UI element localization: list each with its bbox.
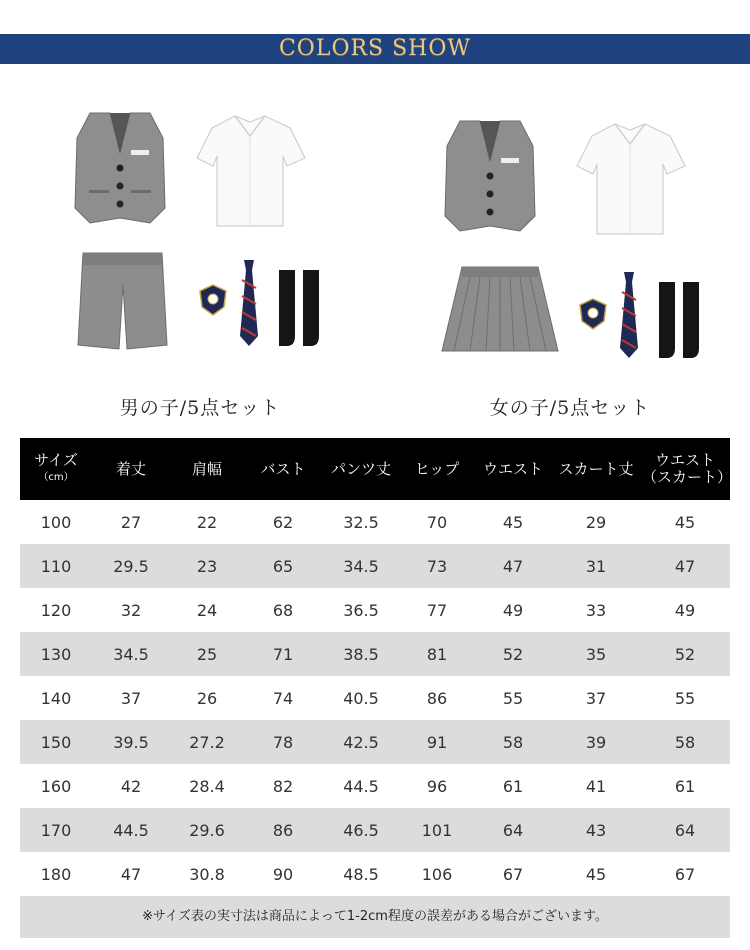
table-cell: 27.2 xyxy=(170,720,244,764)
shirt-image xyxy=(575,116,690,236)
table-cell: 81 xyxy=(400,632,474,676)
table-cell: 34.5 xyxy=(92,632,170,676)
table-cell: 61 xyxy=(674,776,696,796)
table-cell: 37 xyxy=(120,688,142,708)
header-cell: スカート丈 xyxy=(552,438,640,500)
socks-image xyxy=(655,280,707,360)
table-cell: 140 xyxy=(40,688,72,708)
table-cell: 35 xyxy=(552,632,640,676)
table-cell: 82 xyxy=(272,776,294,796)
table-cell: 120 xyxy=(40,600,72,620)
table-cell: 170 xyxy=(20,808,92,852)
table-cell: 42 xyxy=(120,776,142,796)
table-cell: 46.5 xyxy=(322,808,400,852)
table-cell: 39.5 xyxy=(92,720,170,764)
table-cell: 29 xyxy=(585,512,607,532)
table-cell: 100 xyxy=(40,512,72,532)
table-cell: 71 xyxy=(244,632,322,676)
emblem-image xyxy=(198,283,228,317)
table-cell: 49 xyxy=(674,600,696,620)
header-cell: サイズ （cm） xyxy=(20,438,92,500)
table-cell: 42.5 xyxy=(322,720,400,764)
table-cell: 31 xyxy=(552,544,640,588)
header-cell: ウエスト （スカート） xyxy=(640,438,730,500)
skirt-image xyxy=(440,263,560,353)
table-row xyxy=(20,632,730,676)
table-cell: 25 xyxy=(170,632,244,676)
table-row xyxy=(20,500,730,544)
table-cell: 78 xyxy=(244,720,322,764)
table-cell: 67 xyxy=(674,864,696,884)
table-row xyxy=(20,808,730,852)
table-cell: 110 xyxy=(20,544,92,588)
table-cell: 48.5 xyxy=(343,864,379,884)
table-cell: 86 xyxy=(426,688,448,708)
tie-image xyxy=(618,270,640,360)
table-cell: 36.5 xyxy=(343,600,379,620)
table-cell: 96 xyxy=(426,776,448,796)
table-cell: 32.5 xyxy=(343,512,379,532)
table-row xyxy=(20,588,730,632)
socks-image xyxy=(275,268,327,348)
boys-set xyxy=(50,100,350,420)
table-row xyxy=(20,852,730,896)
banner-title: COLORS SHOW xyxy=(278,36,472,61)
table-cell: 37 xyxy=(585,688,607,708)
header-cell: ウエスト xyxy=(474,438,552,500)
table-cell: 34.5 xyxy=(322,544,400,588)
table-cell: 44.5 xyxy=(343,776,379,796)
header-cell: パンツ丈 xyxy=(322,438,400,500)
girls-set xyxy=(420,100,720,420)
table-cell: 58 xyxy=(474,720,552,764)
table-cell: 55 xyxy=(674,688,696,708)
table-cell: 40.5 xyxy=(343,688,379,708)
table-cell: 106 xyxy=(421,864,453,884)
table-cell: 32 xyxy=(120,600,142,620)
table-cell: 62 xyxy=(272,512,294,532)
table-cell: 47 xyxy=(120,864,142,884)
table-cell: 38.5 xyxy=(322,632,400,676)
table-cell: 33 xyxy=(585,600,607,620)
table-cell: 29.6 xyxy=(170,808,244,852)
table-row xyxy=(20,720,730,764)
table-cell: 90 xyxy=(272,864,294,884)
table-cell: 47 xyxy=(474,544,552,588)
table-cell: 41 xyxy=(585,776,607,796)
table-cell: 30.8 xyxy=(189,864,225,884)
table-cell: 45 xyxy=(585,864,607,884)
table-header-row xyxy=(20,438,730,500)
table-cell: 49 xyxy=(502,600,524,620)
table-cell: 55 xyxy=(502,688,524,708)
table-cell: 101 xyxy=(400,808,474,852)
table-cell: 150 xyxy=(20,720,92,764)
girls-set-label: 女の子/5点セット xyxy=(489,397,651,419)
table-cell: 73 xyxy=(400,544,474,588)
table-cell: 39 xyxy=(552,720,640,764)
table-cell: 68 xyxy=(272,600,294,620)
header-cell: 着丈 xyxy=(92,438,170,500)
table-cell: 77 xyxy=(426,600,448,620)
size-chart-table xyxy=(20,438,733,896)
table-cell: 67 xyxy=(502,864,524,884)
table-cell: 43 xyxy=(552,808,640,852)
tie-image xyxy=(238,258,260,348)
header-cell: 肩幅 xyxy=(170,438,244,500)
shirt-image xyxy=(195,108,310,228)
table-cell: 47 xyxy=(640,544,730,588)
table-cell: 45 xyxy=(674,512,696,532)
table-cell: 26 xyxy=(196,688,218,708)
table-cell: 22 xyxy=(196,512,218,532)
table-cell: 27 xyxy=(120,512,142,532)
size-footnote: ※サイズ表の実寸法は商品によって1-2cm程度の誤差がある場合がございます。 xyxy=(20,896,730,938)
table-body xyxy=(20,500,730,896)
vest-image xyxy=(435,116,545,236)
table-cell: 45 xyxy=(502,512,524,532)
table-cell: 23 xyxy=(170,544,244,588)
header-banner xyxy=(0,34,750,64)
shorts-image xyxy=(75,245,170,350)
vest-image xyxy=(65,108,175,228)
table-cell: 91 xyxy=(400,720,474,764)
table-cell: 44.5 xyxy=(92,808,170,852)
boys-set-label: 男の子/5点セット xyxy=(119,397,281,419)
header-cell: バスト xyxy=(244,438,322,500)
table-cell: 29.5 xyxy=(92,544,170,588)
table-cell: 64 xyxy=(474,808,552,852)
table-row xyxy=(20,676,730,720)
table-cell: 28.4 xyxy=(189,776,225,796)
table-cell: 61 xyxy=(502,776,524,796)
header-cell: ヒップ xyxy=(400,438,474,500)
table-row xyxy=(20,764,730,808)
table-cell: 24 xyxy=(196,600,218,620)
table-cell: 52 xyxy=(474,632,552,676)
table-cell: 65 xyxy=(244,544,322,588)
table-cell: 52 xyxy=(640,632,730,676)
table-cell: 160 xyxy=(40,776,72,796)
table-cell: 130 xyxy=(20,632,92,676)
table-cell: 86 xyxy=(244,808,322,852)
table-cell: 74 xyxy=(272,688,294,708)
table-cell: 180 xyxy=(40,864,72,884)
table-row xyxy=(20,544,730,588)
emblem-image xyxy=(578,297,608,331)
table-cell: 70 xyxy=(426,512,448,532)
table-cell: 58 xyxy=(640,720,730,764)
table-cell: 64 xyxy=(640,808,730,852)
